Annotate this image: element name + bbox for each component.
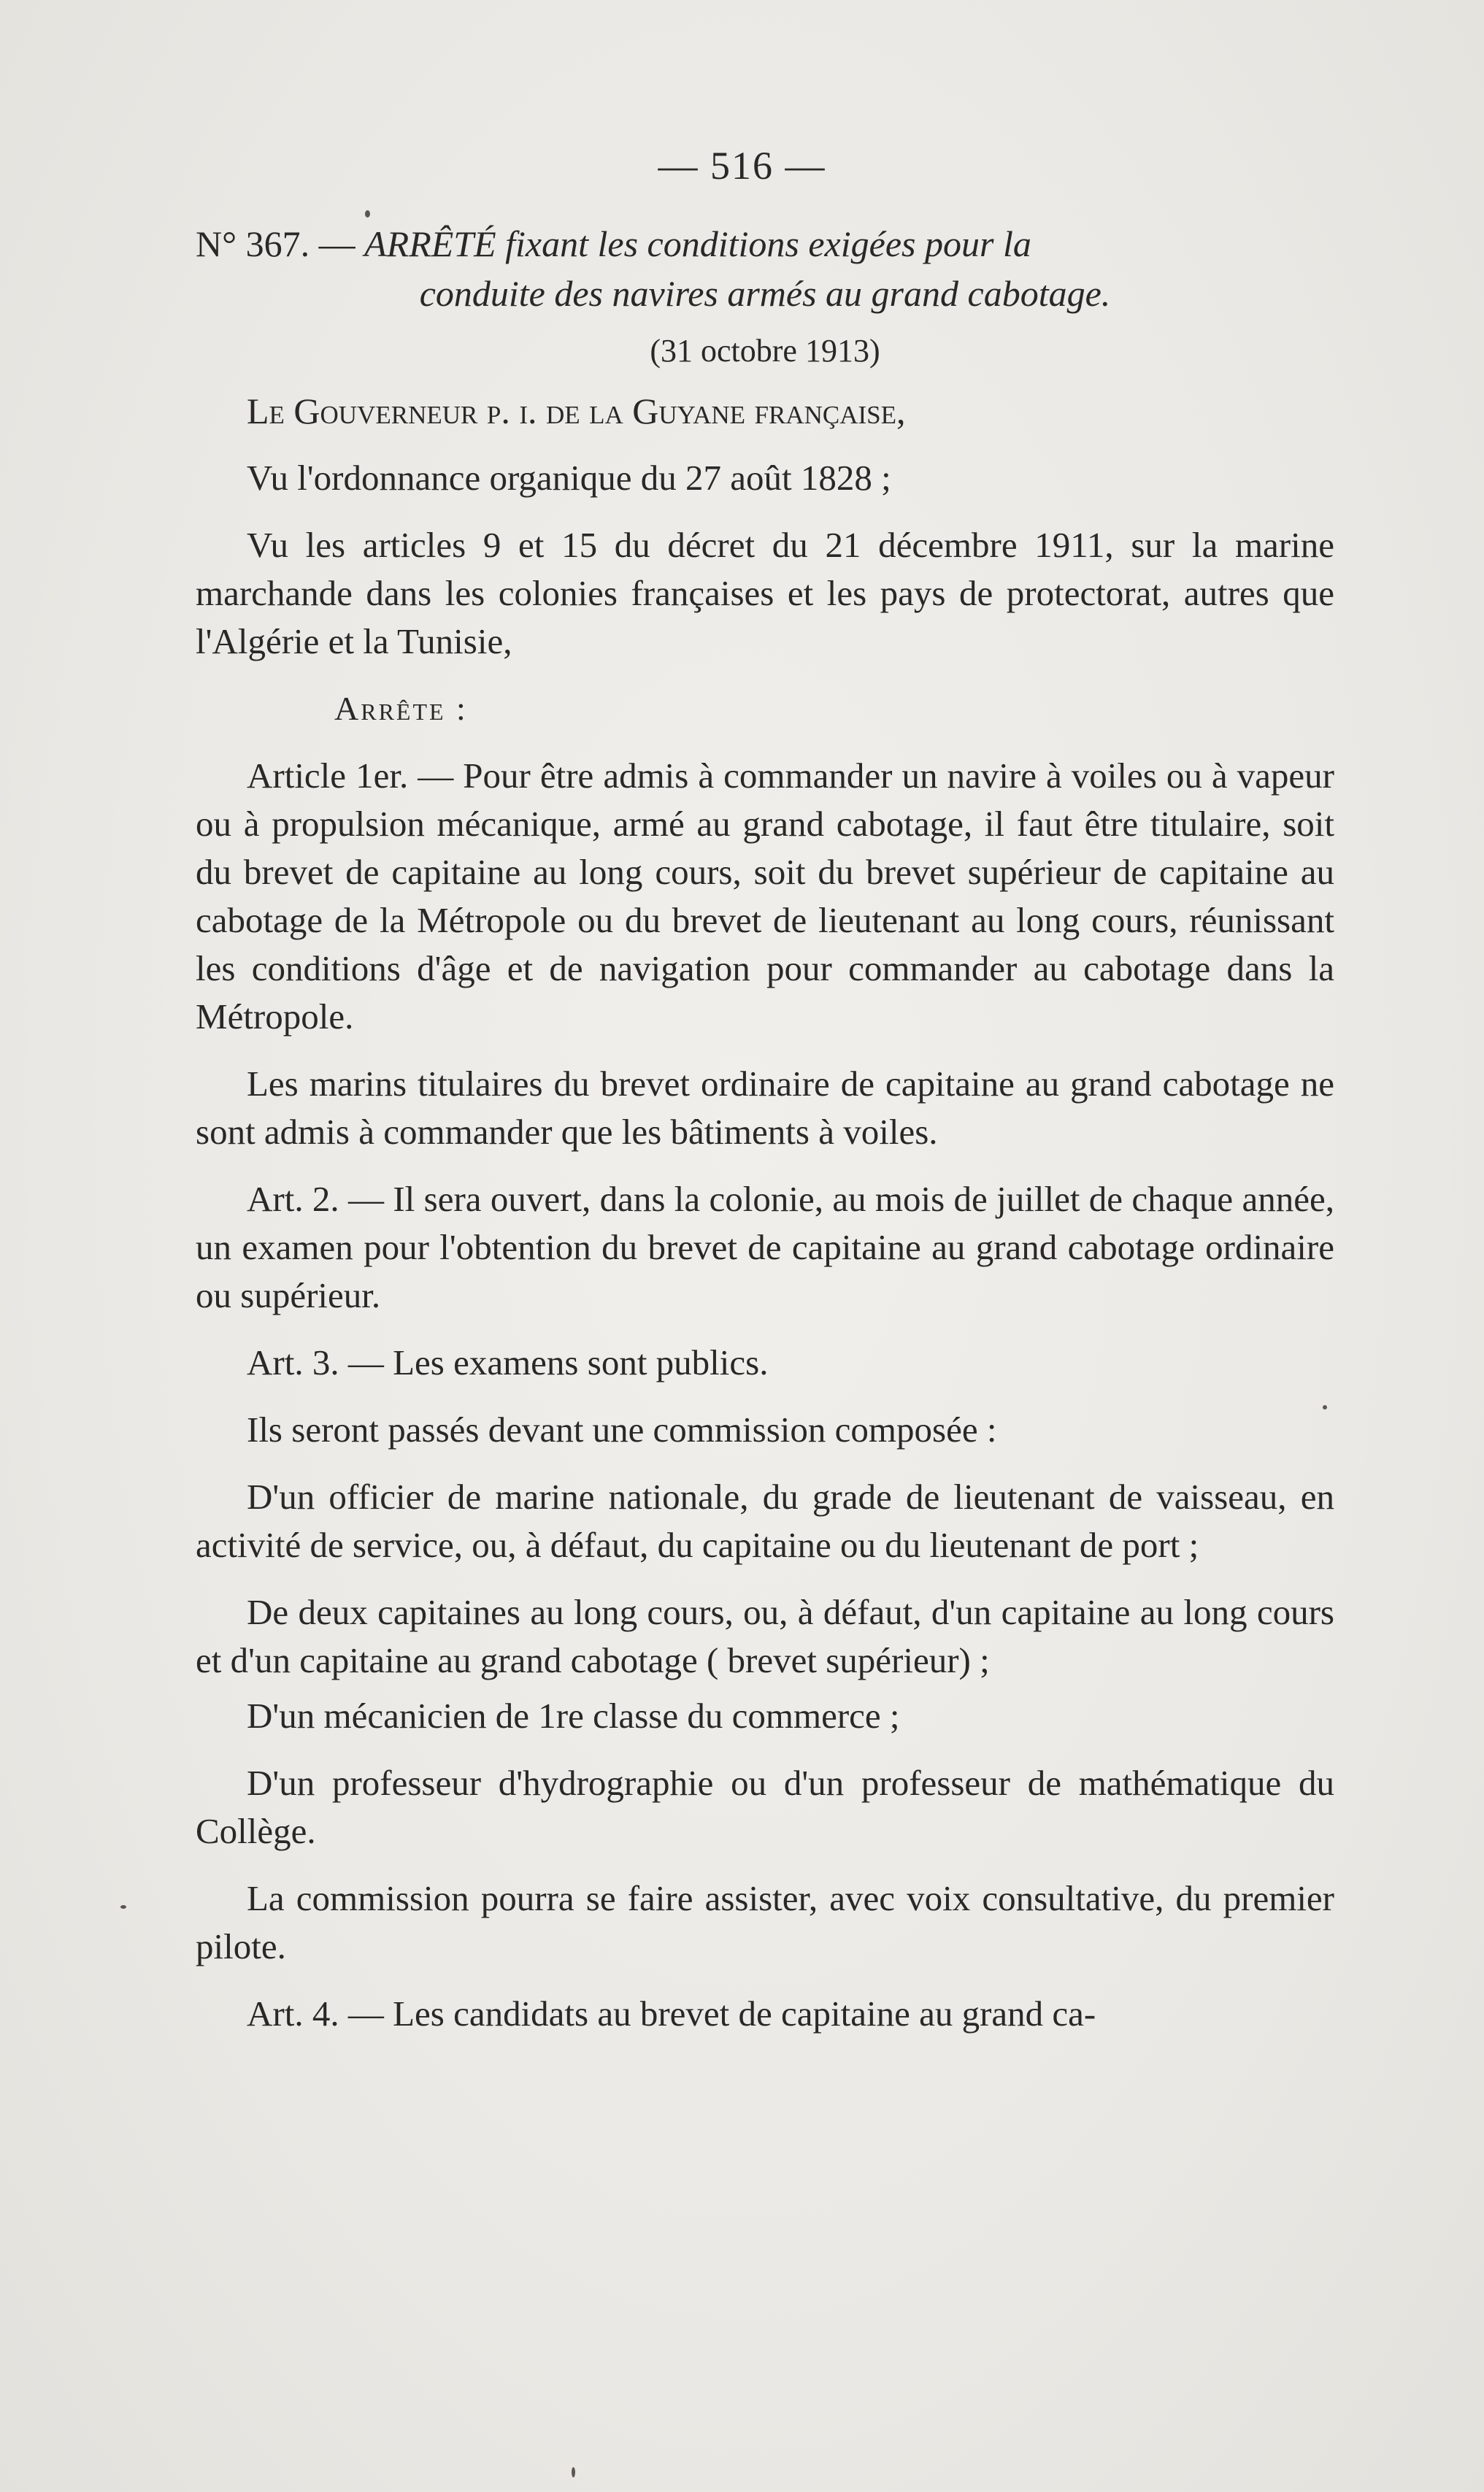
article-1-paragraph-2: Les marins titulaires du brevet ordinaire de capitaine au grand cabotage ne sont admis à commander que les bâtiments à voiles. [196, 1064, 1334, 1152]
vu-ordonnance: Vu l'ordonnance organique du 27 août 1828 ; [247, 458, 891, 498]
commission-member-captains: De deux capitaines au long cours, ou, à défaut, d'un capitaine au long cours et d'un capitaine au grand cabotage ( brevet supérieur) ; [196, 1592, 1334, 1680]
decree-number: N° 367. — [196, 223, 365, 264]
article-3: Art. 3. — Les examens sont publics. [247, 1342, 769, 1382]
arrete-heading: Arrête : [334, 690, 468, 727]
ink-speck [1323, 1405, 1327, 1410]
article-3-commission: Ils seront passés devant une commission composée : [247, 1410, 997, 1450]
gouverneur-line: Le Gouverneur p. i. de la Guyane française, [247, 391, 906, 431]
commission-member-mechanic: D'un mécanicien de 1re classe du commerce ; [247, 1696, 900, 1736]
commission-pilot: La commission pourra se faire assister, avec voix consultative, du premier pilote. [196, 1878, 1334, 1966]
article-1: Article 1er. — Pour être admis à commander un navire à voiles ou à vapeur ou à propulsion mécanique, armé au grand cabotage, il faut être titulaire, soit du brevet de capitaine au long cours, soit du brevet supérieur de capitaine au cabotage de la Métropole ou du brevet de lieutenant au long cours, réunissant les conditions d'âge et de navigation pour commander au cabotage dans la Métropole. [196, 755, 1334, 1037]
article-4-start: Art. 4. — Les candidats au brevet de capitaine au grand ca- [247, 1993, 1096, 2034]
decree-date: (31 octobre 1913) [650, 333, 880, 369]
decree-title-line-1: ARRÊTÉ fixant les conditions exigées pour la [364, 223, 1031, 264]
article-2: Art. 2. — Il sera ouvert, dans la colonie, au mois de juillet de chaque année, un examen pour l'obtention du brevet de capitaine au grand cabotage ordinaire ou supérieur. [196, 1179, 1334, 1315]
ink-speck [572, 2467, 575, 2477]
ink-speck [365, 210, 370, 218]
page-number: — 516 — [658, 144, 826, 188]
decree-title-line-2: conduite des navires armés au grand cabotage. [419, 273, 1111, 314]
commission-member-officer: D'un officier de marine nationale, du grade de lieutenant de vaisseau, en activité de service, ou, à défaut, du capitaine ou du lieutenant de port ; [196, 1477, 1334, 1565]
vu-decret: Vu les articles 9 et 15 du décret du 21 décembre 1911, sur la marine marchande dans les colonies françaises et les pays de protectorat, autres que l'Algérie et la Tunisie, [196, 525, 1334, 661]
ink-speck [120, 1905, 126, 1909]
commission-member-professor: D'un professeur d'hydrographie ou d'un professeur de mathématique du Collège. [196, 1763, 1334, 1851]
decree-heading [196, 219, 1334, 269]
document-body [196, 219, 1334, 2038]
